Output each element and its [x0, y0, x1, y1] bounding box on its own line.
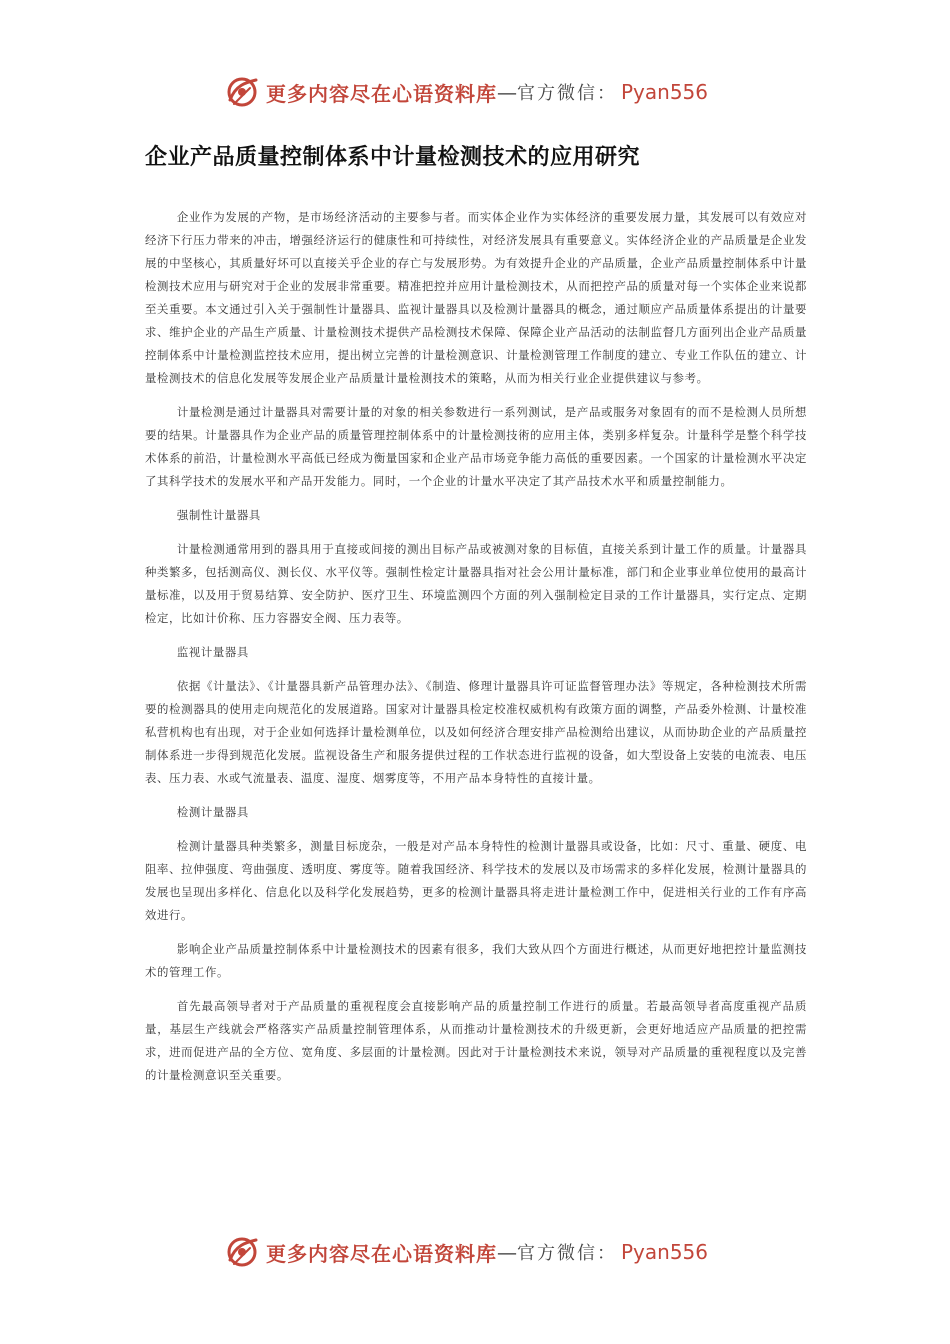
paragraph-leadership: 首先最高领导者对于产品质量的重视程度会直接影响产品的质量控制工作进行的质量。若最高领导者高度重视产品质量，基层生产线就会严格落实产品质量控制管理体系，从而推动计量检测技术的升级更新，会更好地适应产品质量的把控需求，进而促进产品的全方位、宽角度、多层面的计量检测。因此对于计量检测技术来说，领导对产品质量的重视程度以及完善的计量检测意识至关重要。 [145, 999, 807, 1082]
wechat-label: 官方微信： [517, 83, 617, 104]
section-heading-mandatory: 强制性计量器具 [176, 508, 261, 522]
wechat-id: Pyan556 [621, 80, 709, 104]
brand-text: 更多内容尽在心语资料库 [266, 1241, 497, 1266]
brand-logo-icon [224, 1234, 260, 1270]
banner-separator: — [497, 1240, 517, 1264]
document-body [145, 206, 807, 1098]
section-heading-monitoring: 监视计量器具 [176, 645, 249, 659]
document-title: 企业产品质量控制体系中计量检测技术的应用研究 [145, 145, 641, 170]
section-heading-testing: 检测计量器具 [176, 805, 249, 819]
wechat-label: 官方微信： [517, 1243, 617, 1264]
paragraph-mandatory: 计量检测通常用到的器具用于直接或间接的测出目标产品或被测对象的目标值，直接关系到计量工作的质量。计量器具种类繁多，包括测高仪、测长仪、水平仪等。强制性检定计量器具指对社会公用计量标准，部门和企业事业单位使用的最高计量标准，以及用于贸易结算、安全防护、医疗卫生、环境监测四个方面的列入强制检定目录的工作计量器具，实行定点、定期检定，比如计价称、压力容器安全阀、压力表等。 [145, 542, 807, 625]
brand-text: 更多内容尽在心语资料库 [266, 81, 497, 106]
header-banner [224, 72, 744, 112]
banner-separator: — [497, 80, 517, 104]
paragraph-definition: 计量检测是通过计量器具对需要计量的对象的相关参数进行一系列测试，是产品或服务对象固有的而不是检测人员所想要的结果。计量器具作为企业产品的质量管理控制体系中的计量检测技術的应用主体，类别多样复杂。计量科学是整个科学技术体系的前沿，计量检测水平高低已经成为衡量国家和企业产品市场竞争能力高低的重要因素。一个国家的计量检测水平决定了其科学技术的发展水平和产品开发能力。同时，一个企业的计量水平决定了其产品技术水平和质量控制能力。 [145, 405, 807, 488]
footer-banner [224, 1232, 744, 1272]
paragraph-testing: 检测计量器具种类繁多，测量目标庞杂，一般是对产品本身特性的检测计量器具或设备，比如：尺寸、重量、硬度、电阻率、拉伸强度、弯曲强度、透明度、雾度等。随着我国经济、科学技术的发展以及市场需求的多样化发展，检测计量器具的发展也呈现出多样化、信息化以及科学化发展趋势，更多的检测计量器具将走进计量检测工作中，促进相关行业的工作有序高效进行。 [145, 839, 807, 922]
paragraph-monitoring: 依据《计量法》、《计量器具新产品管理办法》、《制造、修理计量器具许可证监督管理办法》等规定，各种检测技术所需要的检测器具的使用走向规范化的发展道路。国家对计量器具检定校准权威机构有政策方面的调整，产品委外检测、计量校准私营机构也有出现，对于企业如何选择计量检测单位，以及如何经济合理安排产品检测给出建议，从而协助企业的产品质量控制体系进一步得到规范化发展。监视设备生产和服务提供过程的工作状态进行监视的设备，如大型设备上安装的电流表、电压表、压力表、水或气流量表、温度、湿度、烟雾度等，不用产品本身特性的直接计量。 [145, 679, 807, 785]
paragraph-factors: 影响企业产品质量控制体系中计量检测技术的因素有很多，我们大致从四个方面进行概述，从而更好地把控计量监测技术的管理工作。 [145, 942, 807, 979]
wechat-id: Pyan556 [621, 1240, 709, 1264]
paragraph-intro: 企业作为发展的产物，是市场经济活动的主要参与者。而实体企业作为实体经济的重要发展力量，其发展可以有效应对经济下行压力带来的冲击，增强经济运行的健康性和可持续性，对经济发展具有重要意义。实体经济企业的产品质量是企业发展的中坚核心，其质量好坏可以直接关乎企业的存亡与发展形势。为有效提升企业的产品质量，企业产品质量控制体系中计量检测技术应用与研究对于企业的发展非常重要。精准把控并应用计量检测技术，从而把控产品的质量对每一个实体企业来说都至关重要。本文通过引入关于强制性计量器具、监视计量器具以及检测计量器具的概念，通过顺应产品质量体系提出的计量要求、维护企业的产品生产质量、计量检测技术提供产品检测技术保障、保障企业产品活动的法制监督几方面列出企业产品质量控制体系中计量检测监控技术应用，提出树立完善的计量检测意识、计量检测管理工作制度的建立、专业工作队伍的建立、计量检测技术的信息化发展等发展企业产品质量计量检测技术的策略，从而为相关行业企业提供建议与参考。 [145, 210, 807, 385]
brand-logo-icon [224, 74, 260, 110]
